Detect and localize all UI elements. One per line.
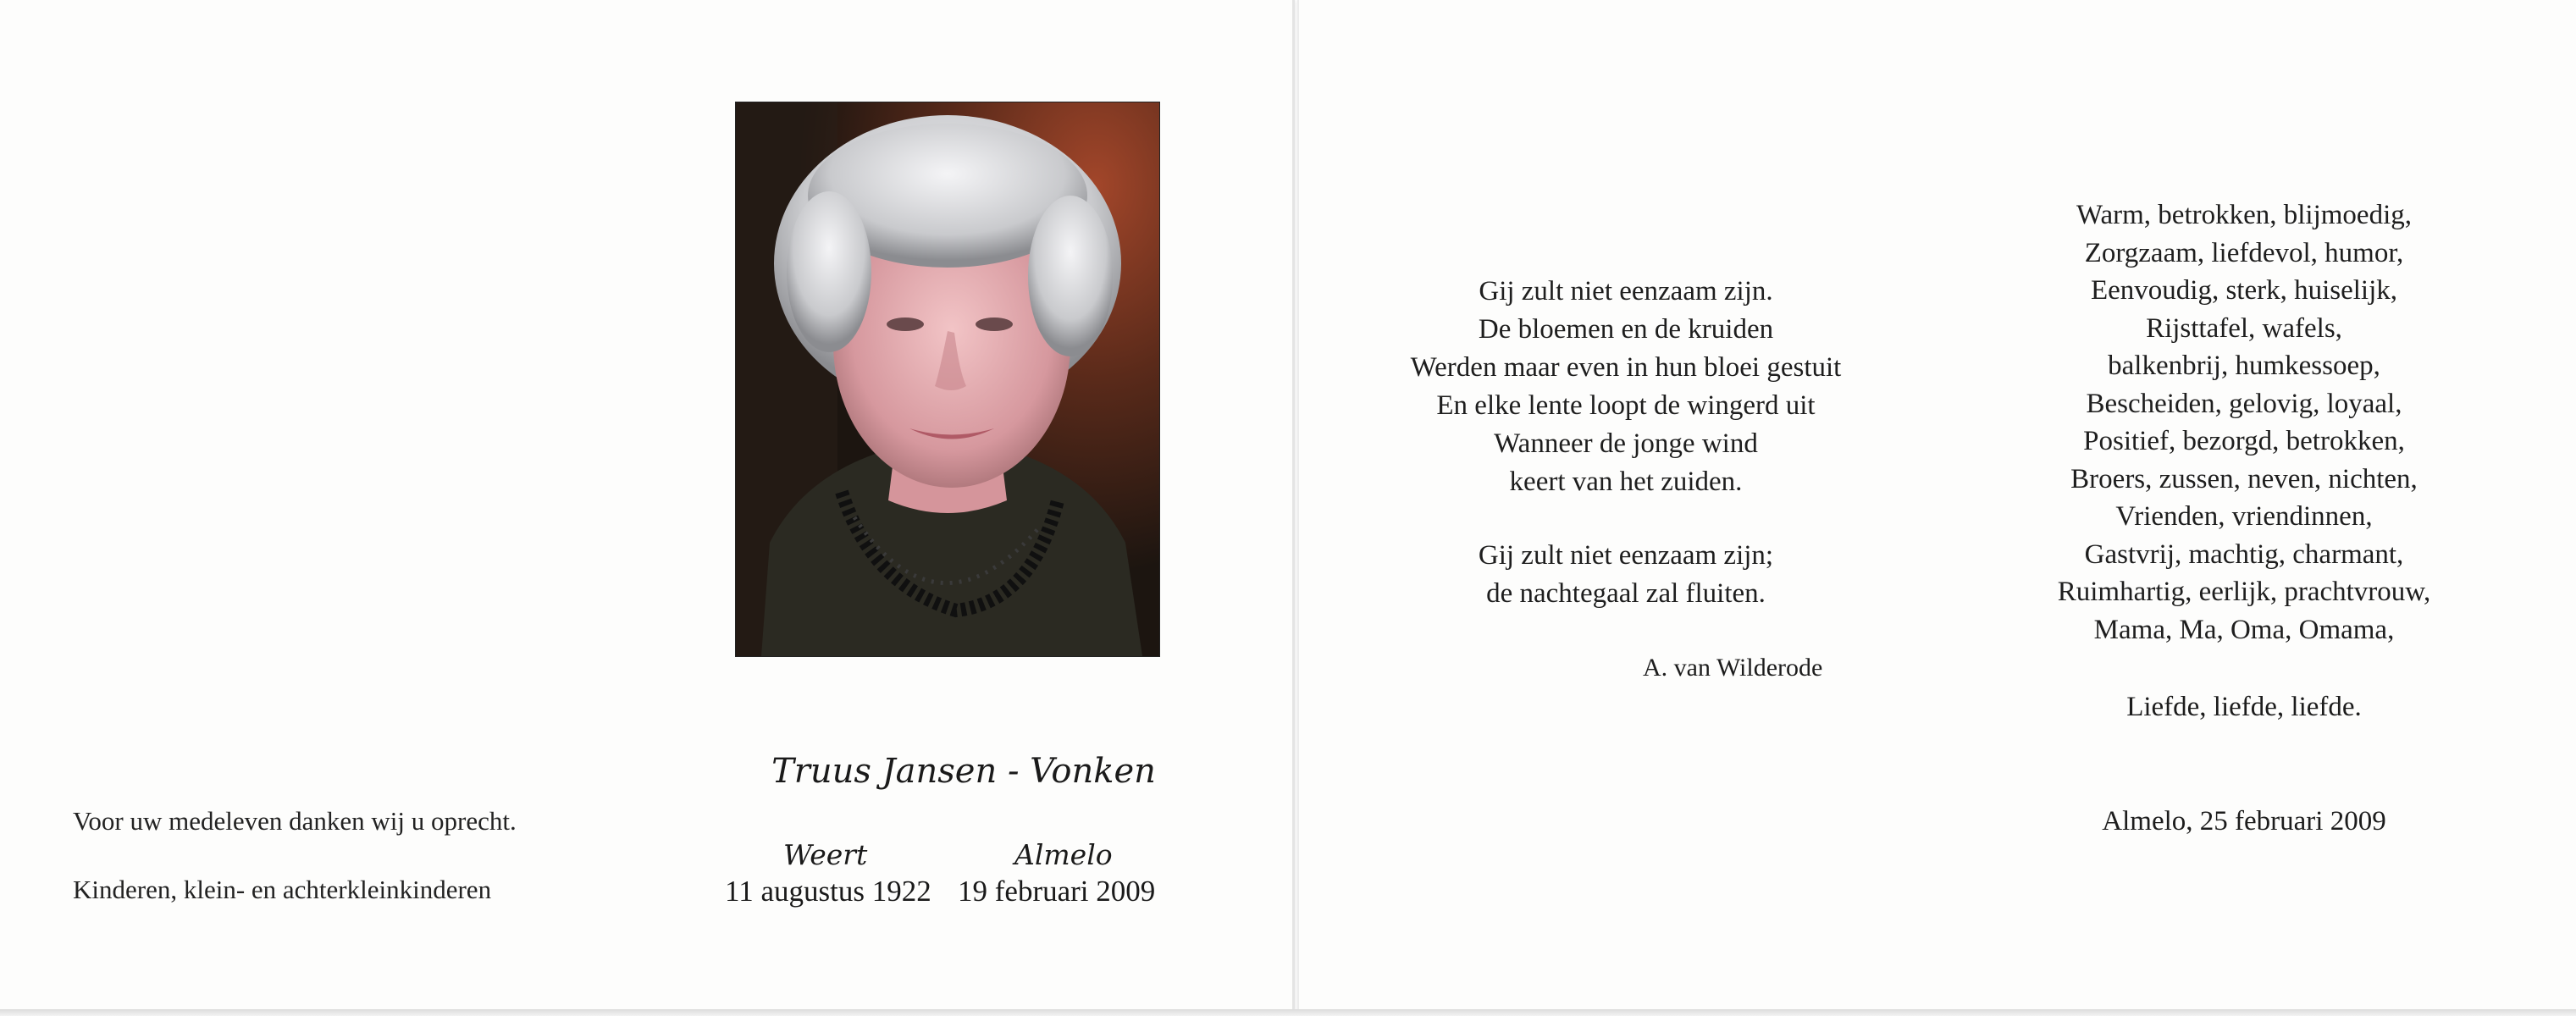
deceased-name: Truus Jansen - Vonken — [771, 752, 1156, 791]
personal-verse — [1948, 196, 2540, 649]
verse-line: Positief, bezorgd, betrokken, — [2083, 426, 2405, 456]
family-signature: Kinderen, klein- en achterkleinkinderen — [73, 875, 492, 904]
death-date: 19 februari 2009 — [958, 875, 1156, 908]
verse-line: Vrienden, vriendinnen, — [2115, 501, 2373, 532]
poem-line: Werden maar even in hun bloei gestuit — [1410, 352, 1842, 383]
verse-line: Broers, zussen, neven, nichten, — [2070, 463, 2418, 494]
poem-line: Gij zult niet eenzaam zijn; — [1478, 540, 1774, 571]
portrait-illustration — [736, 102, 1159, 656]
birth-date: 11 augustus 1922 — [725, 875, 931, 908]
verse-line: Ruimhartig, eerlijk, prachtvrouw, — [2057, 577, 2431, 607]
verse-line: Rijsttafel, wafels, — [2146, 312, 2342, 344]
stanza-gap — [1321, 501, 1931, 537]
poem-line: En elke lente loopt de wingerd uit — [1436, 390, 1816, 421]
poem-author: A. van Wilderode — [1643, 654, 1823, 682]
verse-line: Eenvoudig, sterk, huiselijk, — [2090, 275, 2398, 306]
card-bottom-edge — [0, 1009, 2576, 1016]
poem — [1321, 273, 1931, 613]
poem-line: keert van het zuiden. — [1509, 467, 1743, 497]
verse-line: Mama, Ma, Oma, Omama, — [2093, 614, 2395, 645]
poem-line: Wanneer de jonge wind — [1494, 428, 1758, 459]
verse-line: balkenbrij, humkessoep, — [2108, 351, 2380, 381]
place-and-date: Almelo, 25 februari 2009 — [2102, 806, 2386, 837]
thanks-message: Voor uw medeleven danken wij u oprecht. — [73, 806, 517, 836]
verse-line: Bescheiden, gelovig, loyaal, — [2086, 388, 2402, 419]
verse-line: Zorgzaam, liefdevol, humor, — [2084, 237, 2404, 268]
death-place: Almelo — [1014, 838, 1113, 871]
closing-line: Liefde, liefde, liefde. — [2126, 692, 2362, 722]
poem-line: de nachtegaal zal fluiten. — [1486, 578, 1766, 609]
verse-line: Warm, betrokken, blijmoedig, — [2076, 200, 2412, 230]
birth-place: Weert — [783, 838, 868, 871]
poem-line: De bloemen en de kruiden — [1478, 314, 1774, 345]
verse-line: Gastvrij, machtig, charmant, — [2084, 538, 2404, 570]
poem-line: Gij zult niet eenzaam zijn. — [1479, 276, 1773, 306]
portrait-photo — [735, 102, 1160, 657]
